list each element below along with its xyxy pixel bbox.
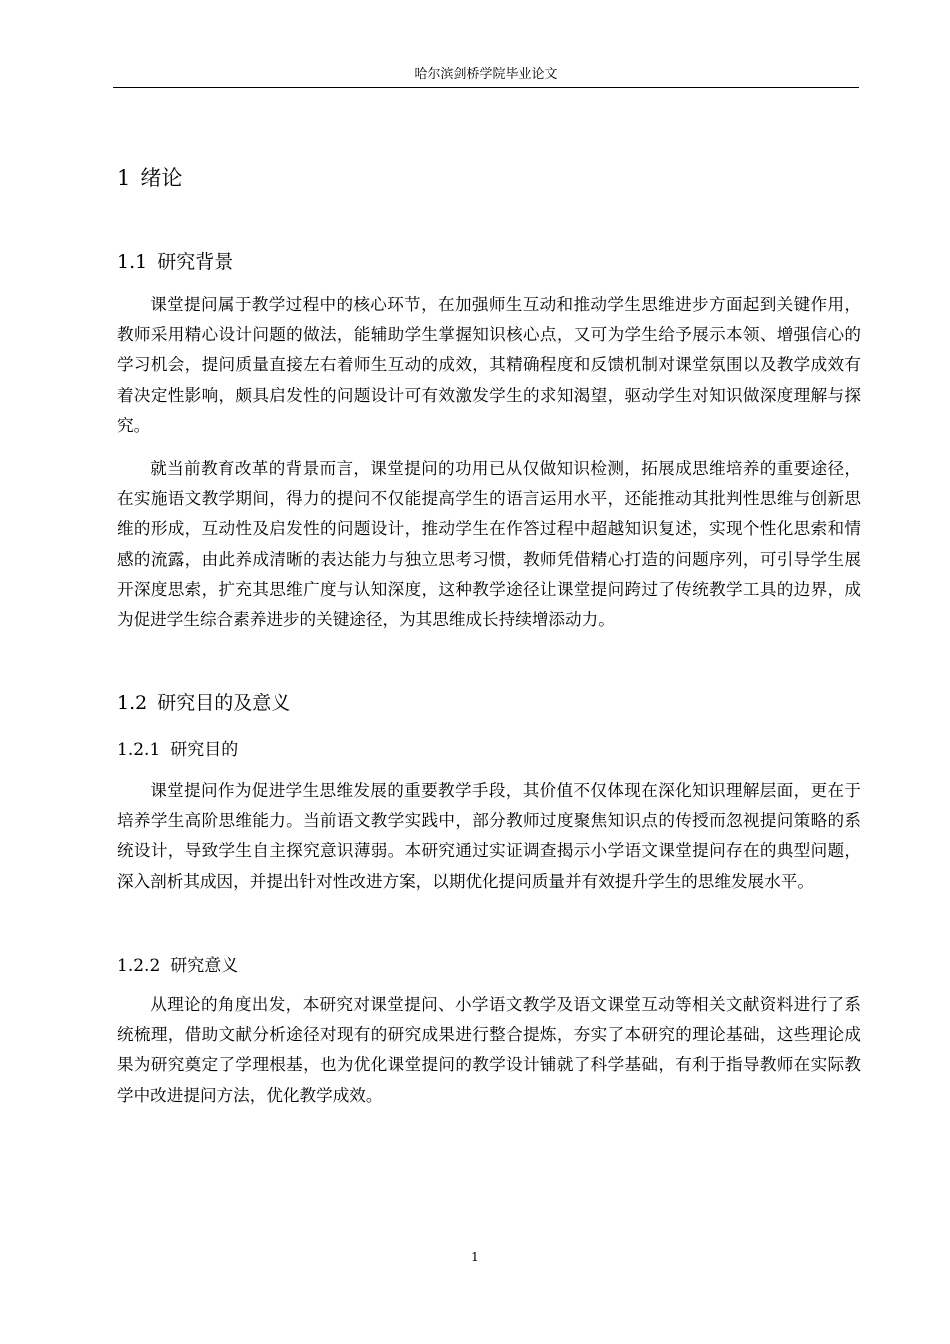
subsection-heading-1-2-2 [117, 954, 238, 978]
subsection-heading-1-2-1 [117, 738, 238, 762]
chapter-title: 绪论 [140, 166, 183, 190]
paragraph-background-1: 课堂提问属于教学过程中的核心环节，在加强师生互动和推动学生思维进步方面起到关键作用，教师采用精心设计问题的做法，能辅助学生掌握知识核心点，又可为学生给予展示本领、增强信心的学习机会，提问质量直接左右着师生互动的成效，其精确程度和反馈机制对课堂氛围以及教学成效有着决定性影响，颇具启发性的问题设计可有效激发学生的求知渴望，驱动学生对知识做深度理解与探究。 [117, 295, 861, 435]
page-number: 1 [471, 1250, 479, 1264]
section-heading-1-1 [117, 249, 233, 275]
subsection-number: 1.2.2 [117, 956, 161, 976]
section-number: 1.1 [117, 251, 148, 273]
section-heading-1-2 [117, 690, 290, 716]
section-number: 1.2 [117, 692, 148, 714]
paragraph-background-2: 就当前教育改革的背景而言，课堂提问的功用已从仅做知识检测，拓展成思维培养的重要途径，在实施语文教学期间，得力的提问不仅能提高学生的语言运用水平，还能推动其批判性思维与创新思维的形成，互动性及启发性的问题设计，推动学生在作答过程中超越知识复述，实现个性化思索和情感的流露，由此养成清晰的表达能力与独立思考习惯，教师凭借精心打造的问题序列，可引导学生展开深度思索，扩充其思维广度与认知深度，这种教学途径让课堂提问跨过了传统教学工具的边界，成为促进学生综合素养进步的关键途径，为其思维成长持续增添动力。 [117, 459, 861, 630]
subsection-title: 研究目的 [170, 740, 239, 760]
paragraph-significance: 从理论的角度出发，本研究对课堂提问、小学语文教学及语文课堂互动等相关文献资料进行了系统梳理，借助文献分析途径对现有的研究成果进行整合提炼，夯实了本研究的理论基础，这些理论成果为研究奠定了学理根基，也为优化课堂提问的教学设计铺就了科学基础，有利于指导教师在实际教学中改进提问方法，优化教学成效。 [117, 995, 861, 1105]
chapter-number: 1 [117, 166, 131, 190]
header-rule [113, 87, 859, 88]
subsection-title: 研究意义 [170, 956, 239, 976]
subsection-number: 1.2.1 [117, 740, 161, 760]
chapter-heading [117, 164, 182, 192]
section-title: 研究背景 [157, 251, 234, 273]
section-title: 研究目的及意义 [157, 692, 291, 714]
running-header: 哈尔滨剑桥学院毕业论文 [414, 67, 558, 82]
paragraph-purpose: 课堂提问作为促进学生思维发展的重要教学手段，其价值不仅体现在深化知识理解层面，更在于培养学生高阶思维能力。当前语文教学实践中，部分教师过度聚焦知识点的传授而忽视提问策略的系统设计，导致学生自主探究意识薄弱。本研究通过实证调查揭示小学语文课堂提问存在的典型问题，深入剖析其成因，并提出针对性改进方案，以期优化提问质量并有效提升学生的思维发展水平。 [117, 781, 861, 891]
